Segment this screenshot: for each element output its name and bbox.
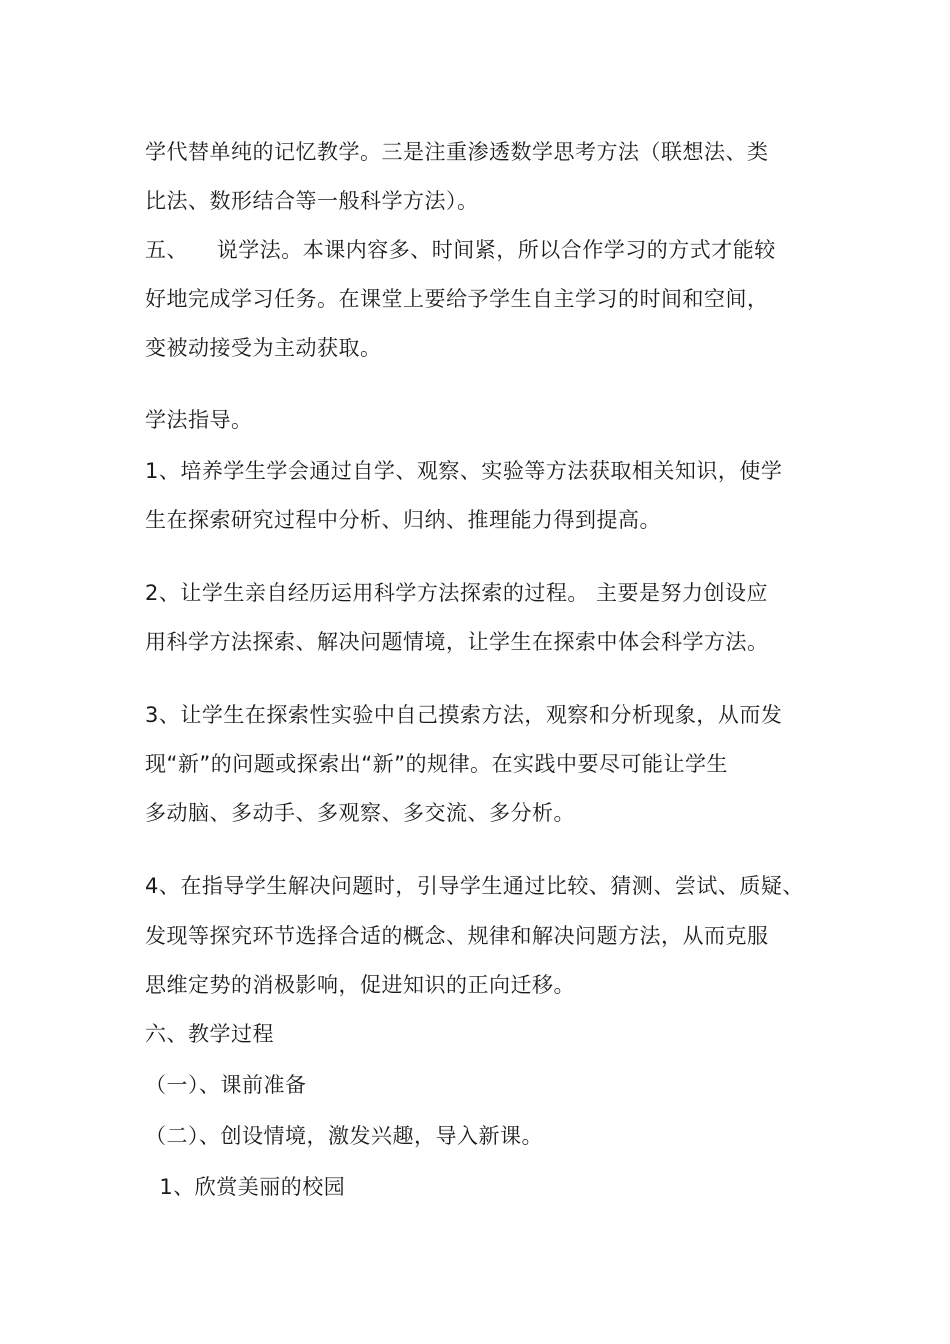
text-line: 变被动接受为主动获取。	[145, 336, 382, 360]
list-item: 2、让学生亲自经历运用科学方法探索的过程。 主要是努力创设应	[145, 581, 769, 605]
text-line: 发现等探究环节选择合适的概念、规律和解决问题方法，从而克服	[145, 924, 769, 948]
section-heading: 学法指导。	[145, 408, 253, 432]
list-item: 1、欣赏美丽的校园	[145, 1175, 346, 1199]
text-line: 思维定势的消极影响，促进知识的正向迁移。	[145, 973, 575, 997]
list-item: 1、培养学生学会通过自学、观察、实验等方法获取相关知识，使学	[145, 459, 783, 483]
subsection-heading: （二）、创设情境，激发兴趣，导入新课。	[145, 1124, 543, 1148]
text-line: 多动脑、多动手、多观察、多交流、多分析。	[145, 801, 575, 825]
text-line: 现“新”的问题或探索出“新”的规律。在实践中要尽可能让学生	[145, 752, 729, 776]
text-line: 学代替单纯的记忆教学。三是注重渗透数学思考方法（联想法、类	[145, 140, 769, 164]
text-line: 比法、数形结合等一般科学方法）。	[145, 189, 479, 213]
section-heading: 五、 说学法。本课内容多、时间紧，所以合作学习的方式才能较	[145, 238, 776, 262]
text-line: 用科学方法探索、解决问题情境，让学生在探索中体会科学方法。	[145, 630, 769, 654]
subsection-heading: （一）、课前准备	[145, 1073, 307, 1097]
list-item: 4、在指导学生解决问题时，引导学生通过比较、猜测、尝试、质疑、	[145, 874, 804, 898]
section-heading: 六、教学过程	[145, 1022, 274, 1046]
text-line: 生在探索研究过程中分析、归纳、推理能力得到提高。	[145, 508, 661, 532]
list-item: 3、让学生在探索性实验中自己摸索方法，观察和分析现象，从而发	[145, 703, 783, 727]
text-line: 好地完成学习任务。在课堂上要给予学生自主学习的时间和空间，	[145, 287, 769, 311]
